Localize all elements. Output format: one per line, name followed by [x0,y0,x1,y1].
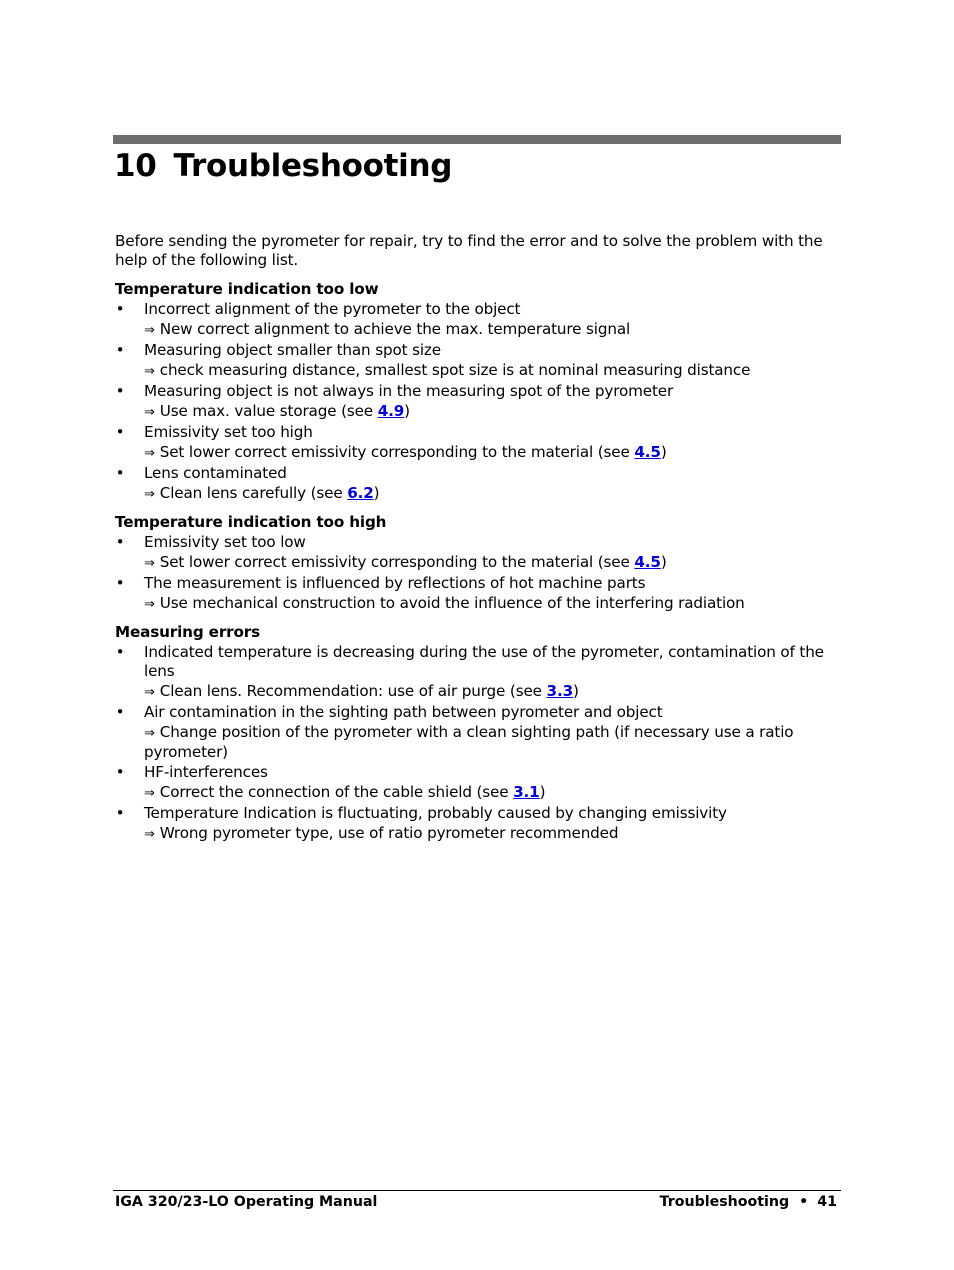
issue-text: Emissivity set too high [144,423,313,441]
issue-text: HF-interferences [144,763,268,781]
bullet-icon: • [115,464,125,482]
footer-manual-title: IGA 320/23-LO Operating Manual [115,1194,378,1210]
footer-rule [113,1190,841,1191]
solution-text: Use max. value storage (see [159,402,378,420]
bullet-icon: • [115,423,125,441]
issue-text: Measuring object is not always in the measuring spot of the pyrometer [144,382,674,400]
solution-text: Use mechanical construction to avoid the influence of the interfering radiation [159,594,745,612]
section-reference-link[interactable]: 4.5 [634,553,661,571]
issue-item [115,533,841,573]
issue-text: Air contamination in the sighting path between pyrometer and object [144,703,663,721]
issue-item [115,300,841,340]
footer-section-page [660,1194,837,1210]
solution [144,402,841,422]
troubleshooting-sections [115,280,841,844]
issue-item [115,643,841,702]
issue-text: Indicated temperature is decreasing during the use of the pyrometer, contamination of the lens [144,643,824,680]
section-title: Temperature indication too low [115,280,379,298]
solution-tail: ) [373,484,380,502]
bullet-icon: • [115,300,125,318]
section-title: Measuring errors [115,623,261,641]
solution-text: Clean lens. Recommendation: use of air purge (see [159,682,547,700]
solution [144,824,841,844]
bullet-icon: • [115,574,125,592]
footer-section: Troubleshooting [659,1194,790,1210]
solution-text: Wrong pyrometer type, use of ratio pyrometer recommended [159,824,619,842]
issue-item [115,464,841,504]
solution-tail: ) [539,783,546,801]
issue-item [115,341,841,381]
bullet-icon: • [115,382,125,400]
solution-text: Correct the connection of the cable shield (see [159,783,514,801]
implies-arrow-icon: ⇒ [144,786,155,801]
solution-text: Set lower correct emissivity corresponding to the material (see [159,443,635,461]
footer-separator: • [799,1194,809,1210]
solution [144,783,841,803]
solution-text: Change position of the pyrometer with a clean sighting path (if necessary use a ratio pyrometer) [144,723,794,761]
implies-arrow-icon: ⇒ [144,556,155,571]
solution-tail: ) [660,443,667,461]
issue-text: Temperature Indication is fluctuating, probably caused by changing emissivity [144,804,727,822]
implies-arrow-icon: ⇒ [144,364,155,379]
issue-item [115,423,841,463]
issue-item [115,703,841,762]
bullet-icon: • [115,804,125,822]
page-title [114,146,452,186]
issue-item [115,574,841,614]
implies-arrow-icon: ⇒ [144,827,155,842]
bullet-icon: • [115,763,125,781]
solution-tail: ) [660,553,667,571]
issue-item [115,763,841,803]
section-reference-link[interactable]: 4.9 [377,402,405,420]
solution-text: New correct alignment to achieve the max. temperature signal [159,320,631,338]
page-content [115,232,841,853]
solution [144,484,841,504]
solution [144,594,841,614]
issue-text: The measurement is influenced by reflections of hot machine parts [144,574,646,592]
issue-text: Incorrect alignment of the pyrometer to the object [144,300,521,318]
page-number: 41 [817,1194,837,1210]
solution [144,723,841,762]
implies-arrow-icon: ⇒ [144,685,155,700]
intro-paragraph: Before sending the pyrometer for repair, try to find the error and to solve the problem with the help of the following list. [115,232,823,269]
issue-list [115,533,841,614]
chapter-rule [113,135,841,144]
issue-text: Measuring object smaller than spot size [144,341,441,359]
section-reference-link[interactable]: 3.3 [546,682,573,700]
section-reference-link[interactable]: 6.2 [347,484,374,502]
solution [144,320,841,340]
solution [144,682,841,702]
section-reference-link[interactable]: 3.1 [513,783,540,801]
bullet-icon: • [115,643,125,661]
solution-tail: ) [404,402,410,420]
implies-arrow-icon: ⇒ [144,487,155,502]
issue-text: Lens contaminated [144,464,287,482]
issue-item [115,382,841,422]
section-title: Temperature indication too high [115,513,387,531]
issue-item [115,804,841,844]
solution-text: Clean lens carefully (see [159,484,348,502]
implies-arrow-icon: ⇒ [144,323,155,338]
issue-text: Emissivity set too low [144,533,306,551]
issue-list [115,300,841,504]
bullet-icon: • [115,533,125,551]
chapter-number: 10 [114,148,157,184]
solution-text: Set lower correct emissivity corresponding to the material (see [159,553,635,571]
solution-tail: ) [573,682,579,700]
implies-arrow-icon: ⇒ [144,726,155,741]
issue-list [115,643,841,844]
solution-text: check measuring distance, smallest spot size is at nominal measuring distance [159,361,751,379]
implies-arrow-icon: ⇒ [144,597,155,612]
bullet-icon: • [115,703,125,721]
solution [144,553,841,573]
solution [144,361,841,381]
section-reference-link[interactable]: 4.5 [634,443,661,461]
implies-arrow-icon: ⇒ [144,446,155,461]
solution [144,443,841,463]
implies-arrow-icon: ⇒ [144,405,155,420]
bullet-icon: • [115,341,125,359]
chapter-title-text: Troubleshooting [173,148,453,184]
